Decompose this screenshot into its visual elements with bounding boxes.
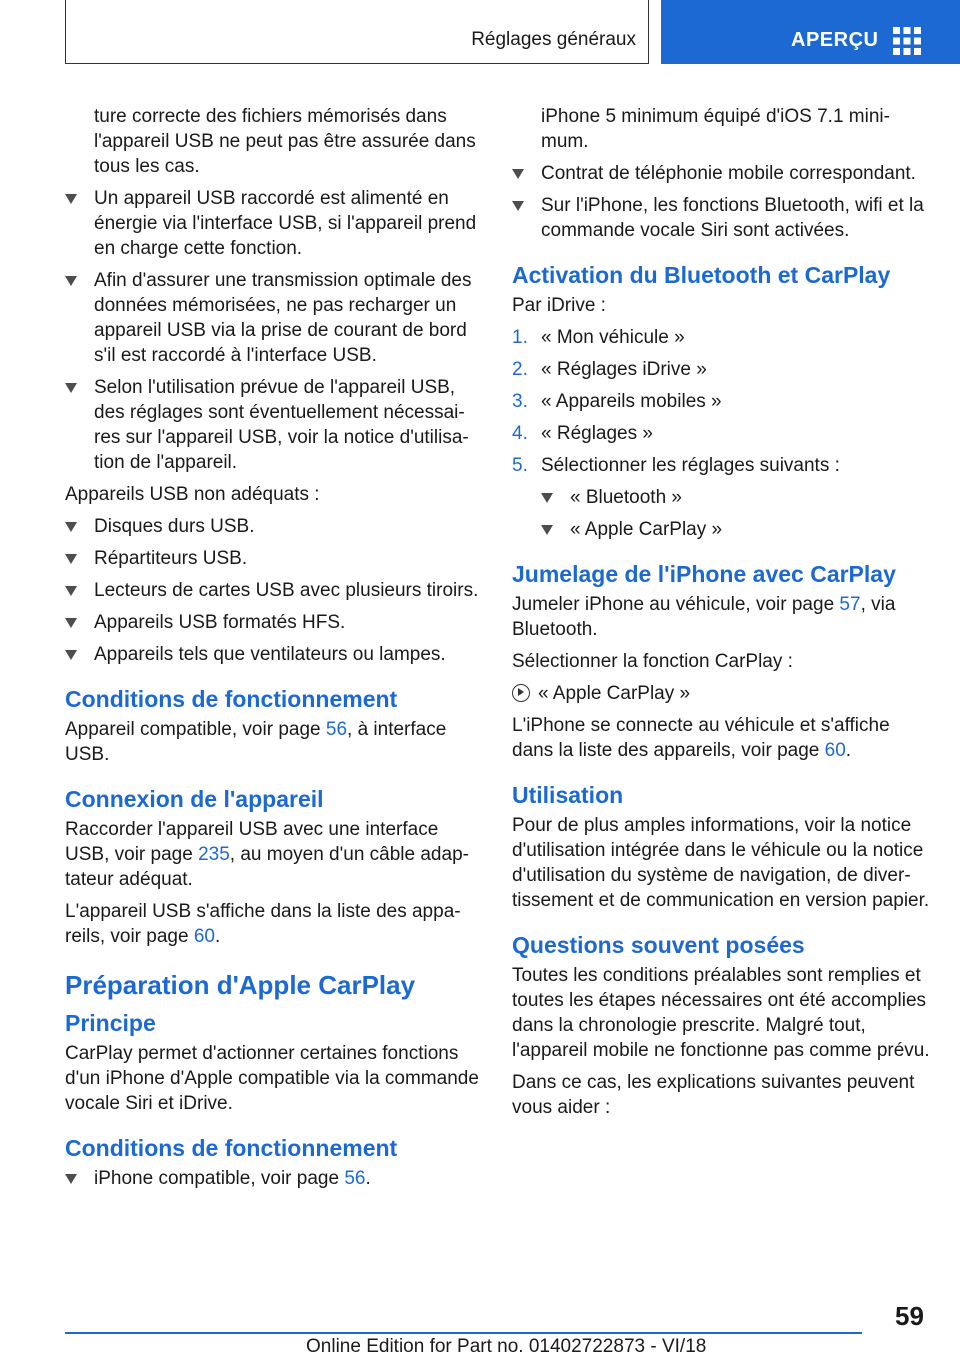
device-list-text: L'appareil USB s'affiche dans la liste des appareils, voir page 60. bbox=[65, 901, 461, 947]
page-link[interactable]: 60 bbox=[193, 926, 215, 947]
connect-text: L'iPhone se connecte au véhicule et s'affiche dans la liste des appareils, voir page 60. bbox=[512, 715, 890, 761]
overview-tab-label: APERÇU bbox=[791, 29, 879, 51]
via-idrive: Par iDrive : bbox=[512, 295, 606, 316]
list-item: Appareils tels que ventilateurs ou lampes. bbox=[65, 642, 483, 667]
step-item: 2. « Réglages iDrive » bbox=[512, 359, 707, 380]
heading-utilisation: Utilisation bbox=[512, 782, 624, 808]
play-item: « Apple CarPlay » bbox=[512, 681, 930, 706]
heading-jumelage: Jumelage de l'iPhone avec CarPlay bbox=[512, 561, 896, 587]
select-function-text: Sélectionner la fonction CarPlay : bbox=[512, 651, 793, 672]
step-item: 4. « Réglages » bbox=[512, 423, 653, 444]
list-item: Un appareil USB raccordé est alimenté en énergie via l'interface USB, si l'appareil prend en charge cette fonction. bbox=[65, 186, 483, 261]
sub-list-item: « Apple CarPlay » bbox=[541, 517, 930, 542]
header-section-box bbox=[65, 0, 649, 64]
footer-divider bbox=[65, 1332, 862, 1334]
questions-text: Toutes les conditions préalables sont remplies et toutes les étapes nécessaires ont été accomplies dans la chronologie prescrite. Malgré tout, l'appareil mobile ne fonctionne pas comme prévu. bbox=[512, 965, 930, 1061]
overview-tab[interactable] bbox=[661, 0, 960, 64]
page-number: 59 bbox=[895, 1301, 924, 1331]
questions-text-2: Dans ce cas, les explications suivantes peuvent vous aider : bbox=[512, 1072, 915, 1118]
left-column bbox=[65, 104, 483, 1198]
step-item: 3. « Appareils mobiles » bbox=[512, 391, 722, 412]
list-item: Sur l'iPhone, les fonctions Bluetooth, wifi et la commande vocale Siri sont activées. bbox=[512, 193, 930, 243]
heading-connexion: Connexion de l'appareil bbox=[65, 786, 324, 812]
step-item: 1. « Mon véhicule » bbox=[512, 327, 685, 348]
heading-preparation: Préparation d'Apple CarPlay bbox=[65, 970, 416, 1000]
utilisation-text: Pour de plus amples informations, voir la notice d'utilisation intégrée dans le véhicule ou la notice d'utilisation du système de navigation, de divertissement et de communication en version papier. bbox=[512, 815, 930, 911]
connexion-text: Raccorder l'appareil USB avec une interface USB, voir page 235, au moyen d'un câble adaptateur adéquat. bbox=[65, 819, 469, 890]
list-item: Appareils USB formatés HFS. bbox=[65, 610, 483, 635]
continued-text: ture correcte des fichiers mémorisés dans l'appareil USB ne peut pas être assurée dans tous les cas. bbox=[94, 106, 476, 177]
list-item: Selon l'utilisation prévue de l'appareil USB, des réglages sont éventuellement nécessaires sur l'appareil USB, voir la notice d'utilisation de l'appareil. bbox=[65, 375, 483, 475]
list-item: Disques durs USB. bbox=[65, 514, 483, 539]
heading-questions: Questions souvent posées bbox=[512, 932, 805, 958]
page-link[interactable]: 56 bbox=[325, 719, 348, 740]
continued-text: iPhone 5 minimum équipé d'iOS 7.1 minimum. bbox=[541, 106, 890, 152]
heading-conditions: Conditions de fonctionnement bbox=[65, 686, 398, 712]
list-item: iPhone compatible, voir page 56. bbox=[65, 1166, 483, 1191]
page-link[interactable]: 56 bbox=[344, 1168, 366, 1189]
sub-list-item: « Bluetooth » bbox=[541, 485, 930, 510]
heading-conditions-2: Conditions de fonctionnement bbox=[65, 1135, 398, 1161]
conditions-text: Appareil compatible, voir page 56, à interface USB. bbox=[65, 719, 447, 765]
page-link[interactable]: 60 bbox=[824, 740, 846, 761]
list-item: Répartiteurs USB. bbox=[65, 546, 483, 571]
page-link[interactable]: 235 bbox=[198, 844, 230, 865]
right-column bbox=[512, 104, 930, 1127]
list-item: Contrat de téléphonie mobile correspondant. bbox=[512, 161, 930, 186]
grid-icon bbox=[893, 27, 921, 55]
unsuitable-intro: Appareils USB non adéquats : bbox=[65, 484, 320, 505]
play-circle-icon bbox=[512, 684, 530, 702]
principe-text: CarPlay permet d'actionner certaines fonctions d'un iPhone d'Apple compatible via la commande vocale Siri et iDrive. bbox=[65, 1043, 479, 1114]
section-title: Réglages généraux bbox=[471, 29, 636, 50]
step-item: 5. Sélectionner les réglages suivants : bbox=[512, 455, 840, 476]
page-link[interactable]: 57 bbox=[839, 594, 861, 615]
list-item: Afin d'assurer une transmission optimale des données mémorisées, ne pas recharger un appareil USB via la prise de courant de bord s'il est raccordé à l'interface USB. bbox=[65, 268, 483, 368]
list-item: Lecteurs de cartes USB avec plusieurs tiroirs. bbox=[65, 578, 483, 603]
footer-edition: Online Edition for Part no. 01402722873 - VI/18 bbox=[306, 1336, 707, 1357]
heading-activation: Activation du Bluetooth et CarPlay bbox=[512, 262, 891, 288]
heading-principe: Principe bbox=[65, 1010, 156, 1036]
jumelage-text: Jumeler iPhone au véhicule, voir page 57, via Bluetooth. bbox=[512, 594, 896, 640]
